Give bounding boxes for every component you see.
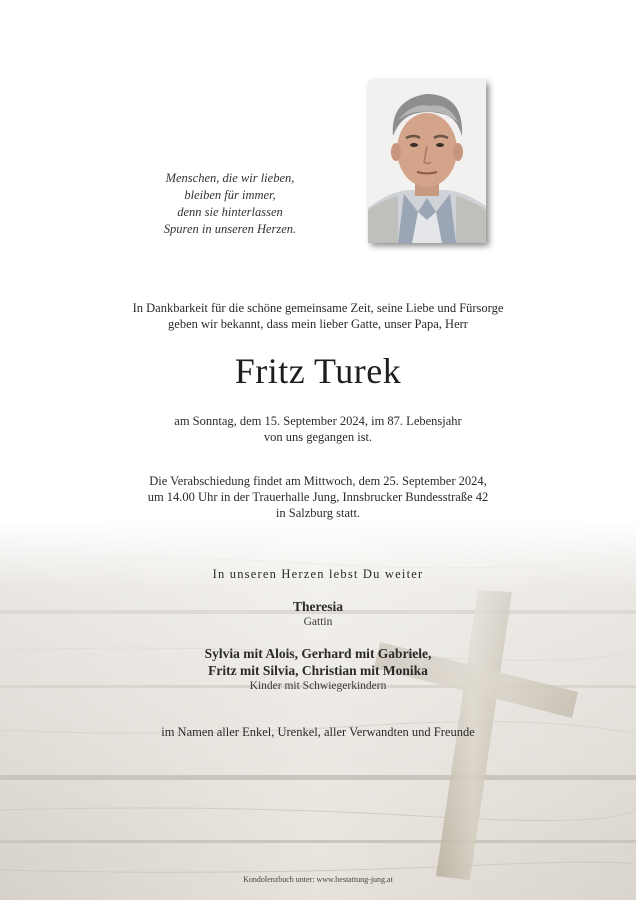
intro-line: geben wir bekannt, dass mein lieber Gatte, unser Papa, Herr <box>168 317 468 331</box>
deceased-name: Fritz Turek <box>234 351 402 391</box>
widow-entry <box>0 598 636 629</box>
children-names: Sylvia mit Alois, Gerhard mit Gabriele, <box>204 646 432 661</box>
widow-name: Theresia <box>293 599 343 614</box>
funeral-line: Die Verabschiedung findet am Mittwoch, dem 25. September 2024, <box>149 474 487 488</box>
condolence-book-line: Kondolenzbuch unter: www.bestattung-jung.at <box>243 875 393 884</box>
memorial-quote <box>150 170 310 238</box>
funeral-line: in Salzburg statt. <box>275 506 361 520</box>
announcement-intro <box>0 300 636 332</box>
portrait-photo <box>368 80 486 243</box>
intro-line: In Dankbarkeit für die schöne gemeinsame Zeit, seine Liebe und Fürsorge <box>132 301 504 315</box>
quote-line: denn sie hinterlassen <box>177 205 283 219</box>
death-line: von uns gegangen ist. <box>263 430 373 444</box>
children-role: Kinder mit Schwiegerkindern <box>249 680 387 692</box>
death-notice <box>0 413 636 445</box>
portrait-image <box>368 80 486 243</box>
widow-role: Gattin <box>303 616 333 628</box>
children-names: Fritz mit Silvia, Christian mit Monika <box>208 663 428 678</box>
children-entry <box>0 645 636 693</box>
death-line: am Sonntag, dem 15. September 2024, im 87. Lebensjahr <box>174 414 462 428</box>
quote-line: bleiben für immer, <box>184 188 276 202</box>
remembrance-line: In unseren Herzen lebst Du weiter <box>212 567 424 581</box>
quote-line: Menschen, die wir lieben, <box>165 171 295 185</box>
funeral-line: um 14.00 Uhr in der Trauerhalle Jung, Innsbrucker Bundesstraße 42 <box>147 490 489 504</box>
relatives-line: im Namen aller Enkel, Urenkel, aller Verwandten und Freunde <box>161 725 475 739</box>
quote-line: Spuren in unseren Herzen. <box>163 222 297 236</box>
funeral-details <box>0 473 636 521</box>
